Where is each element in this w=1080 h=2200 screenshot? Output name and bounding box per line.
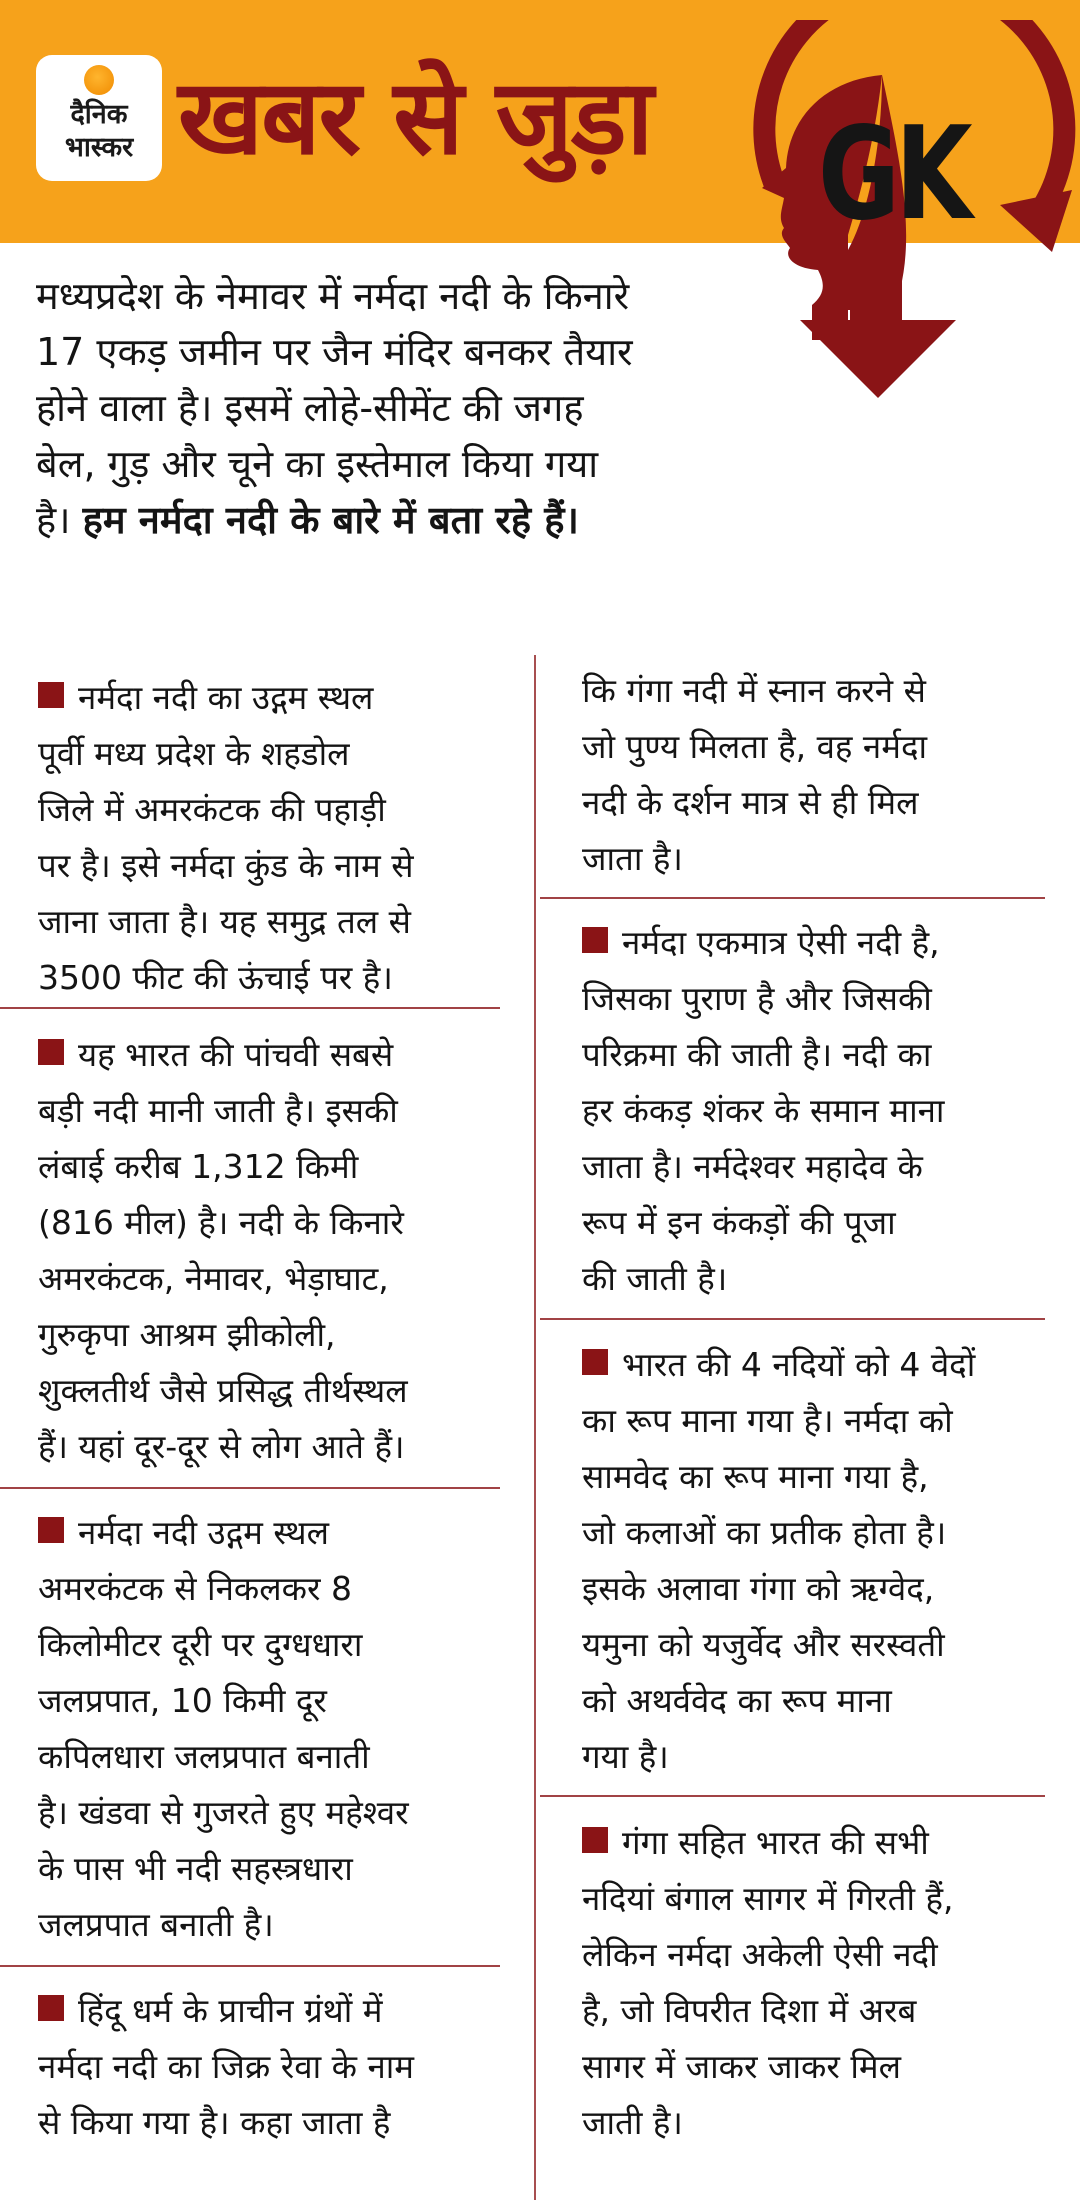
fact-line: नर्मदा नदी का जिक्र रेवा के नाम [38, 2047, 415, 2086]
logo-line-2: भास्कर [64, 132, 134, 163]
dainik-bhaskar-logo[interactable] [36, 55, 162, 181]
fact-line-text: यह भारत की पांचवी सबसे [78, 1035, 394, 1074]
fact-line-text: नर्मदा एकमात्र ऐसी नदी है, [622, 923, 940, 962]
fact-line: जो पुण्य मिलता है, वह नर्मदा [582, 727, 928, 766]
section-divider [0, 1007, 500, 1009]
fact-line: के पास भी नदी सहस्त्रधारा [38, 1849, 353, 1888]
fact-paragraph [38, 1027, 498, 1475]
fact-line [582, 915, 1052, 971]
fact-line [38, 1983, 498, 2039]
intro-plain-text: है। [36, 498, 83, 542]
intro-line: बेल, गुड़ और चूने का इस्तेमाल किया गया [36, 442, 599, 486]
fact-line: जाता है। [582, 839, 683, 878]
square-bullet-icon [38, 1995, 64, 2021]
fact-line: हैं। यहां दूर-दूर से लोग आते हैं। [38, 1427, 405, 1466]
fact-line: पूर्वी मध्य प्रदेश के शहडोल [38, 734, 350, 773]
column-divider [534, 655, 536, 2200]
fact-line-text: नर्मदा नदी उद्गम स्थल [78, 1513, 330, 1552]
fact-line: कि गंगा नदी में स्नान करने से [582, 671, 926, 710]
fact-line: जो कलाओं का प्रतीक होता है। [582, 1513, 947, 1552]
fact-line: बड़ी नदी मानी जाती है। इसकी [38, 1091, 398, 1130]
fact-line: जाता है। नर्मदेश्वर महादेव के [582, 1147, 923, 1186]
section-divider [540, 1318, 1045, 1320]
down-arrowhead [800, 320, 956, 398]
fact-line [582, 1337, 1052, 1393]
intro-line: होने वाला है। इसमें लोहे-सीमेंट की जगह [36, 386, 584, 430]
intro-line-last [36, 492, 756, 548]
fact-line: यमुना को यजुर्वेद और सरस्वती [582, 1625, 945, 1664]
fact-paragraph [582, 1815, 1052, 2151]
fact-line: से किया गया है। कहा जाता है [38, 2103, 391, 2142]
fact-paragraph [38, 670, 498, 1006]
fact-line: कपिलधारा जलप्रपात बनाती [38, 1737, 370, 1776]
fact-line: जाती है। [582, 2103, 683, 2142]
fact-line: (816 मील) है। नदी के किनारे [38, 1203, 404, 1242]
fact-line-text: भारत की 4 नदियों को 4 वेदों [622, 1345, 976, 1384]
fact-paragraph-continued [582, 663, 1052, 887]
fact-line: हर कंकड़ शंकर के समान माना [582, 1091, 945, 1130]
fact-line: नदी के दर्शन मात्र से ही मिल [582, 783, 919, 822]
section-divider [540, 897, 1045, 899]
gk-badge: GK [818, 100, 968, 249]
fact-line: की जाती है। [582, 1259, 728, 1298]
head-profile-arrow-icon [700, 20, 1080, 500]
fact-line: नदियां बंगाल सागर में गिरती हैं, [582, 1879, 954, 1918]
square-bullet-icon [582, 1349, 608, 1375]
fact-line: किलोमीटर दूरी पर दुग्धधारा [38, 1625, 363, 1664]
fact-line-text: गंगा सहित भारत की सभी [622, 1823, 929, 1862]
logo-line-1: दैनिक [70, 99, 128, 130]
fact-line: जिसका पुराण है और जिसकी [582, 979, 932, 1018]
fact-line: जिले में अमरकंटक की पहाड़ी [38, 790, 386, 829]
fact-line: जलप्रपात, 10 किमी दूर [38, 1681, 327, 1720]
fact-line: जाना जाता है। यह समुद्र तल से [38, 902, 411, 941]
fact-paragraph [582, 915, 1052, 1307]
fact-line: को अथर्ववेद का रूप माना [582, 1681, 892, 1720]
fact-line: जलप्रपात बनाती है। [38, 1905, 274, 1944]
fact-line: अमरकंटक, नेमावर, भेड़ाघाट, [38, 1259, 389, 1298]
fact-line: अमरकंटक से निकलकर 8 [38, 1569, 352, 1608]
fact-line: का रूप माना गया है। नर्मदा को [582, 1401, 953, 1440]
fact-line: रूप में इन कंकड़ों की पूजा [582, 1203, 896, 1242]
fact-paragraph [38, 1505, 498, 1953]
square-bullet-icon [582, 1827, 608, 1853]
square-bullet-icon [582, 927, 608, 953]
fact-paragraph [582, 1337, 1052, 1785]
section-divider [0, 1965, 500, 1967]
header-title: खबर से जुड़ा [178, 56, 652, 178]
sun-icon [84, 65, 114, 95]
intro-line: मध्यप्रदेश के नेमावर में नर्मदा नदी के किनारे [36, 274, 630, 318]
intro-bold-text: हम नर्मदा नदी के बारे में बता रहे हैं। [82, 498, 579, 542]
fact-line: गुरुकृपा आश्रम झीकोली, [38, 1315, 336, 1354]
fact-line: शुक्लतीर्थ जैसे प्रसिद्ध तीर्थस्थल [38, 1371, 408, 1410]
section-divider [0, 1487, 500, 1489]
fact-line-text: नर्मदा नदी का उद्गम स्थल [78, 678, 374, 717]
square-bullet-icon [38, 682, 64, 708]
fact-line: लंबाई करीब 1,312 किमी [38, 1147, 359, 1186]
fact-line: गया है। [582, 1737, 669, 1776]
ring-arrowhead [1000, 190, 1072, 252]
intro-paragraph [36, 268, 756, 548]
fact-line: पर है। इसे नर्मदा कुंड के नाम से [38, 846, 414, 885]
fact-line: सागर में जाकर जाकर मिल [582, 2047, 902, 2086]
fact-line: है। खंडवा से गुजरते हुए महेश्वर [38, 1793, 409, 1832]
fact-line: सामवेद का रूप माना गया है, [582, 1457, 929, 1496]
fact-line [582, 1815, 1052, 1871]
fact-line: इसके अलावा गंगा को ऋग्वेद, [582, 1569, 935, 1608]
intro-line: 17 एकड़ जमीन पर जैन मंदिर बनकर तैयार [36, 330, 633, 374]
fact-line [38, 1505, 498, 1561]
fact-line: परिक्रमा की जाती है। नदी का [582, 1035, 932, 1074]
fact-paragraph [38, 1983, 498, 2151]
fact-line-text: हिंदू धर्म के प्राचीन ग्रंथों में [78, 1991, 383, 2030]
square-bullet-icon [38, 1517, 64, 1543]
square-bullet-icon [38, 1039, 64, 1065]
fact-line [38, 1027, 498, 1083]
section-divider [540, 1795, 1045, 1797]
fact-line: है, जो विपरीत दिशा में अरब [582, 1991, 917, 2030]
fact-line [38, 670, 498, 726]
fact-line: लेकिन नर्मदा अकेली ऐसी नदी [582, 1935, 938, 1974]
fact-line: 3500 फीट की ऊंचाई पर है। [38, 958, 393, 997]
